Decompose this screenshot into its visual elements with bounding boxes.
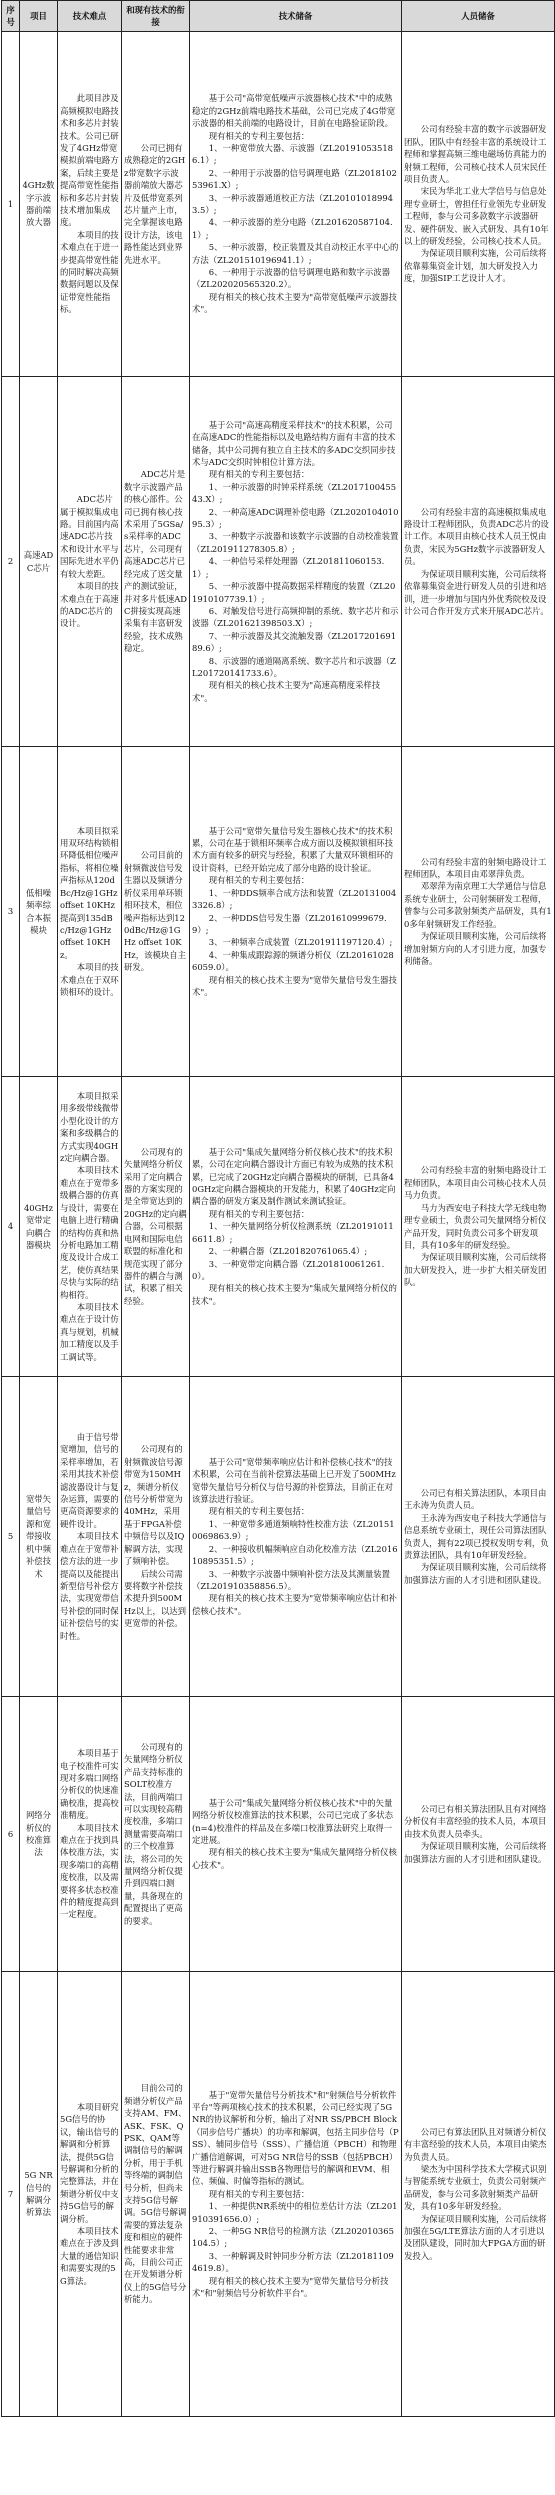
cell-paragraph: 1、一种提供NR系统中的相位差估计方法（ZL201910391656.0）; [192, 2201, 398, 2224]
cell-difficulty [58, 377, 122, 747]
cell-paragraph: 5、一种示波器中提高数据采样精度的装置（ZL201910107739.1）; [192, 581, 396, 604]
cell-project: 网络分析仪的校准算法 [20, 1697, 58, 1972]
cell-paragraph: 2、一种5G NR信号的检测方法（ZL202010365104.5）; [192, 2226, 394, 2249]
cell-paragraph: 1、一种矢量网络分析仪检测系统（ZL201910116611.8）; [192, 1221, 394, 1244]
cell-difficulty [58, 32, 122, 377]
cell-paragraph: 王永涛为西安电子科技大学通信与信息系统专业硕士，现任公司算法团队负责人，拥有22项已授权发明专利，负责算法团队，具有10年研发经验。 [404, 1512, 549, 1560]
cell-paragraph: ADC芯片是数字示波器产品的核心部件。公司已拥有核心技术采用了5GSa/s采样率的ADC芯片，公司现有高速ADC芯片已经完成了送交量产的测试验证，并对多片低速ADC拼接实现高速采集有丰富研发经验，技术成熟稳定。 [124, 469, 188, 654]
table-row [2, 377, 555, 747]
table-row [2, 32, 555, 377]
cell-paragraph: 基于公司"宽带矢量信号发生器核心技术"的技术积累，公司在基于锁相环频率合成方面以及模拟锁相环技术方面有较多的研究与经验，积累了大量双环锁相环的设计资料，已经开始完成了部分电路的设计验证。 [192, 825, 393, 873]
cell-paragraph: 4、一种示波器的差分电路（ZL201620587104.1）; [192, 217, 393, 240]
cell-paragraph: 本项目技术难点在于找到具体校准方法，实现多端口的高精度校准，以及需要将多状态校准件的精度提高到一定程度。 [60, 1822, 119, 1920]
cell-reserve [190, 747, 402, 1077]
cell-reserve [190, 1972, 402, 2417]
header-project: 项目 [20, 1, 58, 32]
cell-paragraph: 本项目的技术难点在于高速的ADC芯片的设计。 [60, 581, 119, 629]
cell-staff [402, 377, 555, 747]
table-row [2, 1377, 555, 1697]
cell-paragraph: 本项目技术难点在于涉及到大量的通信知识和需要实现的5G算法。 [60, 2226, 119, 2286]
cell-paragraph: 5、一种示波器，校正装置及其自动校正水平中心的方法（ZL201510196941.1）; [192, 242, 399, 265]
table-row [2, 1972, 555, 2417]
cell-paragraph: 现有相关的核心技术主要为"宽带矢量信号分析技术"和"射频信号分析软件平台"。 [192, 2275, 389, 2299]
cell-paragraph: 3、一种数字示波器和该数字示波器的自动校准装置（ZL201911278305.8）; [192, 531, 399, 554]
cell-paragraph: 为保证项目顺利实施，公司后续将依靠募集资金进行研发人员的引进和培训，进一步增加与国内外优秀院校及设计公司合作开发方式来开展ADC芯片。 [404, 568, 549, 616]
cell-paragraph: 公司有经验丰富的射频电路设计工程师团队，本项目由邓翠萍负责。 [404, 856, 547, 880]
cell-staff [402, 1972, 555, 2417]
cell-reserve [190, 1697, 402, 1972]
cell-paragraph: 本项目技术难点在于宽带多级耦合器的仿真与设计，需要在电脑上进行精确的结构仿真和热分析电路加工精度及设计合成工艺，使仿真结果尽快与实际的结构相符。 [60, 1165, 119, 1300]
cell-paragraph: 1、一种示波器的时钟采样系统（ZL201710045543.X）; [192, 481, 397, 505]
cell-paragraph: 公司现有的矢量网络分析仪采用了定向耦合器的方案实现的是全带宽达到的20GHz的定向耦合器，公司根据电网和国际电信联盟的标准化和规范实现了部分器件的耦合与测试，积累了相关经验。 [124, 1146, 187, 1306]
cell-current [122, 1377, 190, 1697]
cell-paragraph: 为保证项目顺利实施，公司后续将加强算法方面的人才引进和团队建设。 [404, 1841, 547, 1864]
cell-paragraph: 1、一种DDS频率合成方法和装置（ZL201310043326.8）; [192, 887, 397, 911]
cell-reserve [190, 377, 402, 747]
cell-paragraph: 目前公司的频谱分析仪产品支持AM、FM、ASK、FSK、QPSK、QAM等调制信号的解调分析，用于手机等终端的调制信号分析，但尚未支持5G信号解调。5G信号解调需要的算法复杂度和相应的硬件性能要求非常高，目前公司正在开发频谱分析仪上的5G信号分析能力。 [124, 2083, 187, 2305]
cell-no: 1 [2, 32, 20, 377]
cell-staff [402, 32, 555, 377]
cell-no: 3 [2, 747, 20, 1077]
cell-paragraph: 为保证项目顺利实施，公司后续将加强算法方面的人才引进和团队建设。 [404, 1562, 547, 1585]
cell-paragraph: 梁杰为中国科学技术大学模式识别与智能系统专业硕士，负责公司射频产品研发，参与公司多款射频类产品研发，具有10多年研发经验。 [404, 2163, 547, 2212]
cell-paragraph: ADC芯片属于模拟集成电路。目前国内高速ADC芯片技术和设计水平与国际先进水平仍有较大差距。 [60, 494, 119, 579]
cell-current [122, 1972, 190, 2417]
cell-paragraph: 基于公司"高带宽低噪声示波器核心技术"中的成熟稳定的2GHz前端电路技术基础，公司已完成了4G带宽示波器的相关前端的电路设计，目前在电路验证阶段。 [192, 93, 396, 129]
cell-paragraph: 为保证项目顺利实施，公司后续将加强在5G/LTE算法方面的人才引进以及团队建设，同时加大FPGA方面的研发投入。 [404, 2213, 547, 2261]
cell-project: 5G NR信号的解调分析算法 [20, 1972, 58, 2417]
cell-paragraph: 公司已拥有成熟稳定的2GHz带宽数字示波器前端放大器芯片及低带宽系列芯片量产上市，完全掌握该电路设计方法，该电路性能达到业界先进水平。 [124, 142, 186, 265]
header-staff: 人员储备 [402, 1, 555, 32]
cell-paragraph: 本项目技术难点在于宽带补偿方法的进一步提高以及能提出新型信号补偿方法，实现宽带信号补偿的同时保证补偿信号的实时性。 [60, 1531, 119, 1641]
cell-current [122, 32, 190, 377]
cell-paragraph: 6、对触发信号进行高频抑制的系统、数字芯片和示波器（ZL201621398503.X）; [192, 605, 399, 629]
cell-paragraph: 本项目的技术难点在于进一步提高带宽性能的同时解决高频数据问题以及保证带宽性能指标。 [60, 229, 119, 315]
table-row [2, 747, 555, 1077]
cell-paragraph: 2、一种DDS信号发生器（ZL201610999679.9）; [192, 912, 387, 935]
cell-paragraph: 邓翠萍为南京理工大学通信与信息系统专业研士，公司射频研发工程师，曾参与公司多款射频类产品研发，具有10多年射频研发工作经验。 [404, 881, 552, 929]
cell-paragraph: 公司已有相关算法团队，本项目由王永涛为负责人员。 [404, 1487, 547, 1511]
cell-paragraph: 3、一种示波器通道校正方法（ZL201010189943.5）; [192, 192, 393, 215]
cell-paragraph: 由于信号带宽增加，信号的采样率增加，若采用其技术补偿滤波器设计与复杂运算，需要的更高资源要求的硬件设计。 [60, 1432, 119, 1529]
cell-staff [402, 1077, 555, 1377]
cell-paragraph: 此项目涉及高频模拟电路技术和多芯片封装技术。公司已研发了4GHz带宽模拟前端电路方案，后续主要是提高带宽性能指标和多芯片封装技术增加集成度。 [60, 93, 119, 228]
cell-reserve [190, 1377, 402, 1697]
cell-project: 高速ADC芯片 [20, 377, 58, 747]
cell-paragraph: 现有相关的核心技术主要为"集成矢量网络分析仪核心技术"。 [192, 1847, 397, 1870]
cell-difficulty [58, 1377, 122, 1697]
cell-difficulty [58, 747, 122, 1077]
cell-paragraph: 本项目技术难点在于设计仿真与规划，机械加工精度以及手工调试等。 [60, 1301, 119, 1362]
cell-no: 2 [2, 377, 20, 747]
header-difficulty: 技术难点 [58, 1, 122, 32]
cell-paragraph: 现有相关的专利主要包括： [208, 1208, 310, 1219]
cell-paragraph: 本项目拟采用双环结构锁相环降低相位噪声指标，将相位噪声指标从120dBc/Hz@1GHz offset 10KHz提高到135dBc/Hz@1GHz offset 10KHz。 [60, 825, 119, 960]
cell-paragraph: 1、一种宽带放大器、示波器（ZL201910535186.1）; [192, 142, 393, 166]
cell-project: 4GHz数字示波器前端放大器 [20, 32, 58, 377]
cell-paragraph: 现有相关的专利主要包括： [208, 2188, 310, 2199]
cell-paragraph: 2、一种接收机幅频响应自动化校准方法（ZL201610895351.5）; [192, 1543, 398, 1567]
cell-paragraph: 现有相关的核心技术主要为"高带宽低噪声示波器技术"。 [192, 291, 397, 315]
cell-paragraph: 8、示波器的通道隔离系统、数字芯片和示波器（ZL201720141733.6）。 [192, 655, 396, 678]
cell-paragraph: 现有相关的核心技术主要为"宽带矢量信号发生器技术"。 [192, 974, 397, 997]
cell-paragraph: 本项目基于电子校准件可实现对多端口网络分析仪的快速准确校准，提高校准精度。 [60, 1748, 119, 1821]
cell-paragraph: 宋民为华北工业大学信号与信息处理专业研士，曾担任行业领先专业研发工程师，参与公司多款数字示波器研发、硬件研发、嵌入式研发、具有10年以上的研发经验，公司核心技术人员。 [404, 186, 549, 247]
cell-reserve [190, 32, 402, 377]
cell-no: 7 [2, 1972, 20, 2417]
cell-current [122, 1697, 190, 1972]
cell-paragraph: 基于公司"集成矢量网络分析仪核心技术"中的矢量网络分析仪校准算法的技术积累，公司已完成了多状态(n=4)校准件的样品及在多端口校准算法研究上取得一定进展。 [192, 1797, 393, 1845]
cell-difficulty [58, 1972, 122, 2417]
cell-staff [402, 747, 555, 1077]
cell-current [122, 1077, 190, 1377]
cell-paragraph: 基于公司"集成矢量网络分析仪核心技术"的技术积累，公司在定向耦合器设计方面已有较为成熟的技术积累，已完成了20GHz定向耦合器模块的研制，已具备40GHz定向耦合器模块的开发能力，积累了40GHz定向耦合器的研发方案及制作测试来测试验证。 [192, 1146, 396, 1207]
cell-paragraph: 3、一种频率合成装置（ZL201911197120.4）; [208, 937, 393, 948]
cell-paragraph: 6、一种用于示波器的信号调理电路和数字示波器（ZL202020565320.2）。 [192, 267, 390, 290]
cell-paragraph: 现有相关的专利主要包括： [208, 1506, 310, 1517]
cell-difficulty [58, 1077, 122, 1377]
table-row [2, 1697, 555, 1972]
cell-paragraph: 公司现有的射频微波信号源带宽为150MHz，频谱分析仪信号分析带宽为40MHz，采用基于FPGA补偿中频信号以及IQ解调方法，实现了频响补偿。 [124, 1444, 185, 1567]
cell-paragraph: 公司有经验丰富的高速模拟集成电路设计工程师团队，负责ADC芯片的设计工作。本项目由核心技术人员王悦由负责，宋民为5GHz数字示波器研发人员。 [404, 506, 549, 567]
cell-paragraph: 马力为西安电子科技大学无线电物理专业硕士，负责公司矢量网络分析仪产品开发，同时负责公司多个研发项目，具有10多年的研发经验。 [404, 1202, 547, 1250]
cell-no: 6 [2, 1697, 20, 1972]
cell-paragraph: 公司目前的射频微波信号发生器以及频谱分析仪采用单环锁相环技术，相位噪声指标达到120dBc/Hz@1GHz offset 10KHz，该模块自主研发。 [124, 850, 186, 973]
header-no: 序号 [2, 1, 20, 32]
cell-paragraph: 基于公司"高速高精度采样技术"的技术积累，公司在高速ADC的性能指标以及电路结构方面有丰富的技术储备，其中公司拥有独立自主技术的多ADC交织同步技术与ADC交织时钟相位计算方法。 [192, 419, 396, 468]
cell-paragraph: 公司已有相关算法团队且有对网络分析仪有丰富经验的技术人员，本项目由技术负责人员牵头。 [404, 1803, 547, 1839]
cell-paragraph: 4、一种集成跟踪源的频谱分析仪（ZL201610286059.0）。 [192, 949, 394, 973]
cell-paragraph: 1、一种宽带多通道频响特性校准方法（ZL201510069863.9）; [192, 1518, 395, 1542]
cell-staff [402, 1697, 555, 1972]
cell-paragraph: 4、一种信号采样处理器（ZL201811060153.1）; [192, 556, 385, 579]
cell-no: 5 [2, 1377, 20, 1697]
cell-paragraph: 本项目拟采用多级带线微带小型化设计的方案和多级耦合的方式实现40GHz定向耦合器。 [60, 1091, 119, 1164]
cell-paragraph: 现有相关的专利主要包括： [208, 469, 310, 480]
cell-paragraph: 本项目研究5G信号的协议，输出信号的解调和分析算法，提供5G信号解调和分析的完整算法，并在频谱分析仪中支持5G信号的解调分析。 [60, 2101, 119, 2224]
cell-paragraph: 为保证项目顺利实施，公司后续将增加射频方向的人才引进力度，加强专利储备。 [404, 931, 547, 966]
cell-no: 4 [2, 1077, 20, 1377]
cell-paragraph: 公司现有的矢量网络分析仪产品支持标准的SOLT校准方法，目前两端口可以实现较高精度校准，多端口测量需要高端口的三个校准算法，将公司的矢量网络分析仪提升到四端口测量，具备现在的配置提出了更高的要求。 [124, 1741, 183, 1926]
cell-paragraph: 3、一种解调及时钟同步分析方法（ZL201811094619.8）。 [192, 2250, 394, 2274]
cell-paragraph: 公司有经验丰富的射频电路设计工程师团队，本项目由公司核心技术人员马力负责。 [404, 1165, 547, 1201]
table-header-row [2, 1, 555, 32]
cell-paragraph: 3、一种宽带定向耦合器（ZL201810061261.0）。 [192, 1258, 385, 1281]
cell-project: 40GHz宽带定向耦合器模块 [20, 1077, 58, 1377]
cell-paragraph: 为保证项目顺利实施，公司后续将依靠募集资金计划，加大研发投入力度，加强SIP工艺设计人才。 [404, 248, 547, 284]
cell-project: 宽带矢量信号源和宽带接收机中频补偿技术 [20, 1377, 58, 1697]
cell-paragraph: 本项目的技术难点在于双环锁相环的设计。 [60, 962, 119, 997]
cell-staff [402, 1377, 555, 1697]
cell-paragraph: 2、一种用于示波器的信号调理电路（ZL201810253961.X）; [192, 167, 397, 191]
cell-paragraph: 2、一种高速ADC调理补偿电路（ZL202010401095.3）; [192, 506, 399, 530]
cell-difficulty [58, 1697, 122, 1972]
cell-paragraph: 现有相关的核心技术主要为"宽带频率响应估计和补偿核心技术"。 [192, 1593, 397, 1616]
cell-paragraph: 公司有经验丰富的数字示波器研发团队，团队中有经验丰富的系统设计工程师和掌握高频三维电磁场仿真能力的射频工程师，公司核心技术人员宋民任项目负责人。 [404, 124, 547, 184]
cell-paragraph: 现有相关的专利主要包括： [208, 875, 310, 886]
cell-paragraph: 现有相关的专利主要包括： [208, 130, 310, 141]
header-reserve: 技术储备 [190, 1, 402, 32]
cell-paragraph: 公司已有算法团队且对频谱分析仪有丰富经验的技术人员，本项目由梁杰为负责人员。 [404, 2126, 547, 2162]
header-current: 和现有技术的衔接 [122, 1, 190, 32]
cell-paragraph: 为保证项目顺利实施，公司后续将加大研发投入，进一步扩大相关研发团队。 [404, 1252, 547, 1288]
cell-reserve [190, 1077, 402, 1377]
cell-paragraph: 3、一种数字示波器中频响补偿方法及其测量装置（ZL201910358856.5）。 [192, 1568, 390, 1591]
cell-current [122, 747, 190, 1077]
cell-paragraph: 基于"宽带矢量信号分析技术"和"射频信号分析软件平台"等两项核心技术的技术积累，公司已经实现了5G NR的协议解析和分析，输出了对NR SS/PBCH Block（同步信号广播块）的功率和解调，包括主同步信号（PSS）、辅同步信号（SSS）、广播信道（PBCH）和物理广播信道解调，可对5G NR信号的SSB（包括PBCH）等进行解调并输出SSB各物理信号的解调和EVM、相位、频偏、时偏等指标的测试。 [192, 2089, 399, 2187]
cell-paragraph: 后续公司需要将数字补偿技术提升到500MHz以上，以达到更宽带的补偿。 [124, 1568, 186, 1629]
cell-project: 低相噪频率综合本振模块 [20, 747, 58, 1077]
cell-paragraph: 2、一种耦合器（ZL201820761065.4）; [208, 1246, 368, 1257]
cell-paragraph: 7、一种示波器及其交流触发器（ZL201720169189.6）; [192, 630, 397, 654]
cell-current [122, 377, 190, 747]
rd-projects-table [1, 0, 555, 2417]
cell-paragraph: 现有相关的核心技术主要为"集成矢量网络分析仪的技术"。 [192, 1283, 397, 1306]
cell-paragraph: 现有相关的核心技术主要为"高速高精度采样技术"。 [192, 680, 381, 703]
table-row [2, 1077, 555, 1377]
cell-paragraph: 基于公司"宽带频率响应估计和补偿核心技术"的技术积累，公司在当前补偿算法基础上已开发了500MHz宽带矢量信号分析仪与信号源的补偿算法，目前正在对该算法进行验证。 [192, 1456, 396, 1505]
